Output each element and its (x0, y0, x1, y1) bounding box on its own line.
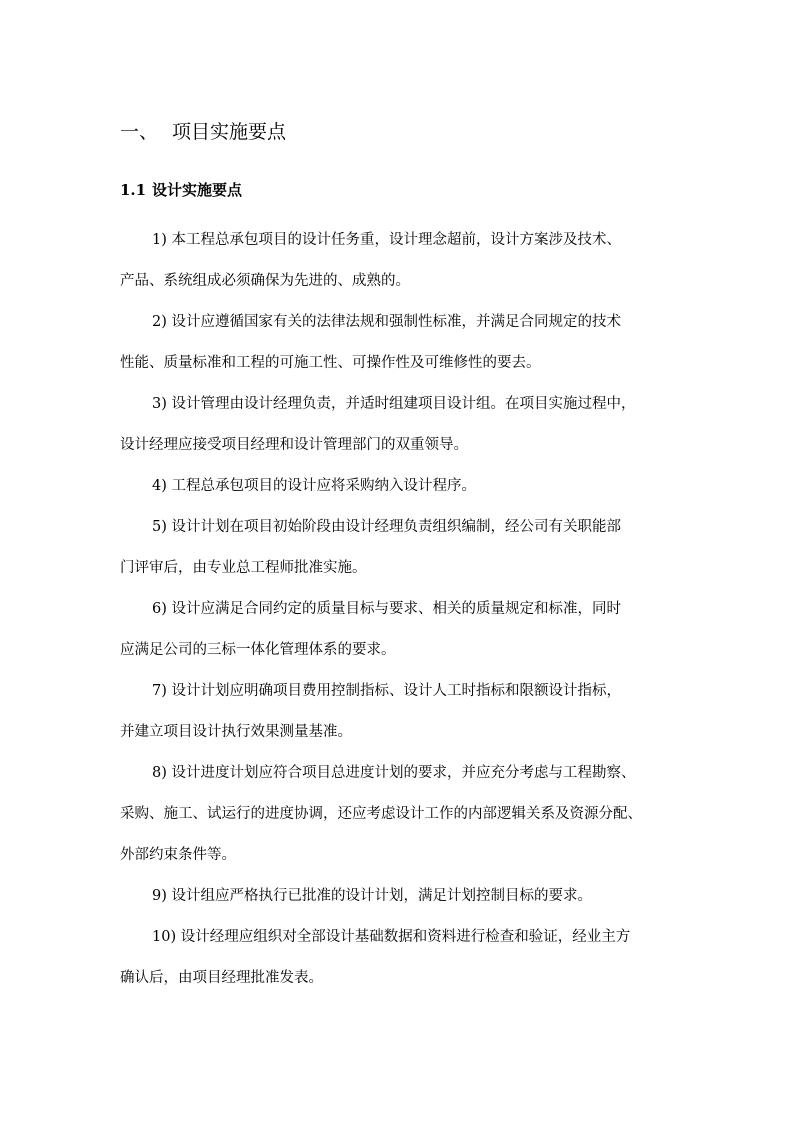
paragraph-line: 8) 设计进度计划应符合项目总进度计划的要求，并应充分考虑与工程勘察、 (152, 765, 636, 781)
paragraph-line: 6) 设计应满足合同约定的质量目标与要求、相关的质量规定和标准，同时 (152, 601, 621, 617)
section-title: 项目实施要点 (172, 121, 287, 143)
paragraph-line: 2) 设计应遵循国家有关的法律法规和强制性标准，并满足合同规定的技术 (152, 314, 621, 330)
subsection-title: 设计实施要点 (152, 181, 243, 199)
paragraph-line: 4) 工程总承包项目的设计应将采购纳入设计程序。 (152, 478, 476, 494)
paragraph-4 (120, 466, 680, 507)
paragraph-1 (120, 220, 680, 302)
paragraph-line: 3) 设计管理由设计经理负责，并适时组建项目设计组。在项目实施过程中， (152, 396, 636, 412)
paragraph-line: 采购、施工、试运行的进度协调，还应考虑设计工作的内部逻辑关系及资源分配、 (120, 806, 642, 822)
paragraph-7 (120, 671, 680, 753)
body-text (120, 220, 680, 999)
paragraph-line: 性能、质量标准和工程的可施工性、可操作性及可维修性的要去。 (120, 355, 541, 371)
subsection-number: 1.1 (120, 181, 147, 199)
paragraph-line: 9) 设计组应严格执行已批准的设计计划，满足计划控制目标的要求。 (152, 888, 592, 904)
paragraph-6 (120, 589, 680, 671)
paragraph-line: 产品、系统组成必须确保为先进的、成熟的。 (120, 273, 410, 289)
paragraph-line: 应满足公司的三标一体化管理体系的要求。 (120, 642, 396, 658)
paragraph-9 (120, 876, 680, 917)
paragraph-8 (120, 753, 680, 876)
section-number: 一、 (120, 121, 159, 143)
paragraph-3 (120, 384, 680, 466)
paragraph-line: 设计经理应接受项目经理和设计管理部门的双重领导。 (120, 437, 468, 453)
paragraph-line: 门评审后，由专业总工程师批准实施。 (120, 560, 367, 576)
paragraph-line: 5) 设计计划在项目初始阶段由设计经理负责组织编制，经公司有关职能部 (152, 519, 621, 535)
paragraph-5 (120, 507, 680, 589)
paragraph-line: 并建立项目设计执行效果测量基准。 (120, 724, 352, 740)
paragraph-10 (120, 917, 680, 999)
section-heading (120, 118, 286, 146)
paragraph-line: 1) 本工程总承包项目的设计任务重，设计理念超前，设计方案涉及技术、 (152, 232, 621, 248)
paragraph-line: 7) 设计计划应明确项目费用控制指标、设计人工时指标和限额设计指标， (152, 683, 621, 699)
paragraph-2 (120, 302, 680, 384)
subsection-heading (120, 179, 242, 201)
paragraph-line: 确认后，由项目经理批准发表。 (120, 970, 323, 986)
paragraph-line: 外部约束条件等。 (120, 847, 236, 863)
paragraph-line: 10) 设计经理应组织对全部设计基础数据和资料进行检查和验证，经业主方 (152, 929, 631, 945)
